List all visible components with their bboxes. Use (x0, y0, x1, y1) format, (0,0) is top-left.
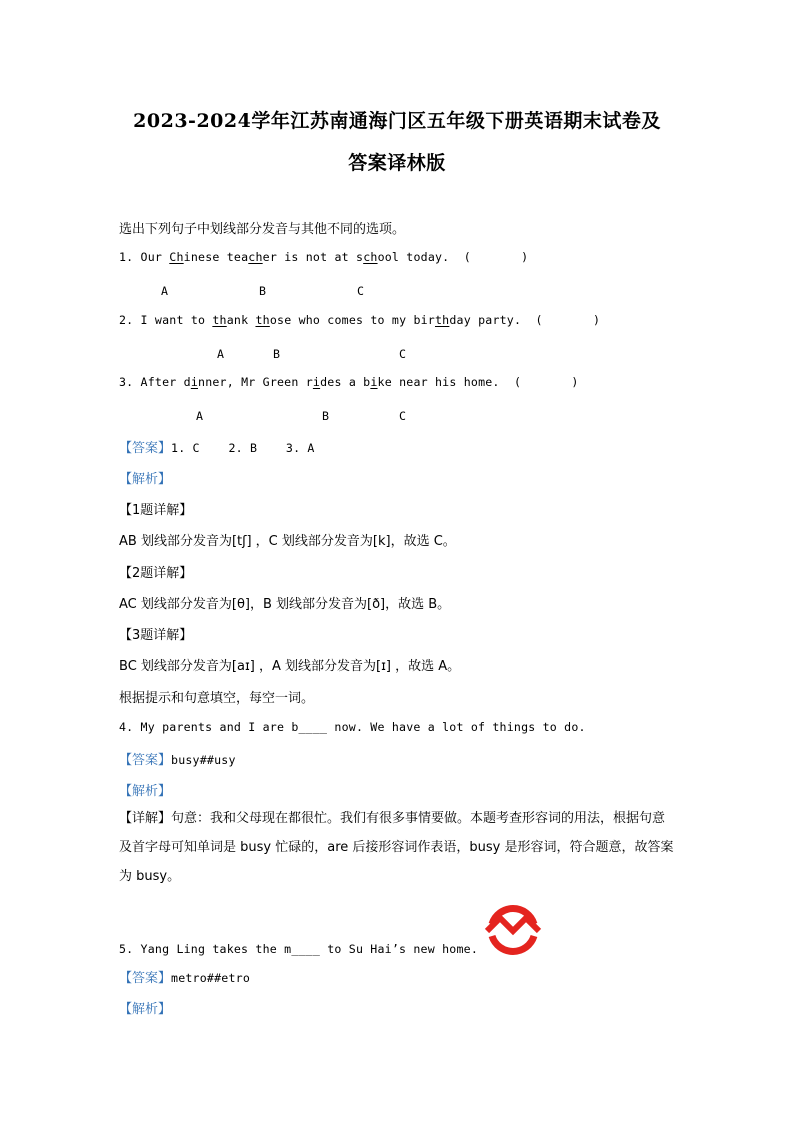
q2-underline-c: th (434, 313, 450, 327)
q2-text: day party. ( ) (449, 313, 601, 327)
detail-3-tag: 【3题详解】 (119, 628, 193, 643)
page-title-line2: 答案译林版 (348, 152, 446, 174)
q2-text: I want to (133, 313, 213, 327)
question-3 (119, 375, 579, 389)
q3-underline-c: i (370, 375, 378, 389)
answer-tag: 【答案】 (119, 753, 172, 768)
q3-underline-a: i (190, 375, 199, 389)
q3-text: After d (133, 375, 191, 389)
q1-text: ool today. ( ) (377, 250, 529, 264)
q1-underline-a: Ch (169, 250, 184, 264)
q1-text: er is not at s (262, 250, 364, 264)
detail-tag: 【详解】 (119, 811, 172, 826)
answer-4 (119, 749, 236, 768)
detail-text: 句意：我和父母现在都很忙。我们有很多事情要做。本题考查形容词的用法，根据句意及首字母可知单词是 busy 忙碌的，are 后接形容词作表语，busy 是形容词，符合题意，故答案为 busy。 (119, 811, 674, 884)
q2-underline-a: th (212, 313, 227, 327)
q3-text: nner, Mr Green r (198, 375, 313, 389)
detail-1-tag: 【1题详解】 (119, 503, 193, 518)
q3-option-a: A (196, 409, 203, 423)
q3-option-b: B (322, 409, 329, 423)
answer-1-3 (119, 437, 315, 456)
detail-4 (119, 804, 675, 891)
q1-option-a: A (161, 284, 168, 298)
answer-text: metro##etro (171, 971, 250, 985)
answer-text: busy##usy (171, 753, 236, 767)
q2-option-b: B (273, 347, 280, 361)
q3-underline-b: i (312, 375, 321, 389)
metro-logo-icon (484, 904, 542, 956)
page-title: 2023-2024学年江苏南通海门区五年级下册英语期末试卷及 (133, 110, 661, 132)
detail-3-text: BC 划线部分发音为[aɪ] ，A 划线部分发音为[ɪ] ，故选 A。 (119, 659, 461, 674)
question-2 (119, 313, 600, 327)
q1-number: 1. (119, 250, 134, 264)
q2-underline-b: th (255, 313, 270, 327)
q3-number: 3. (119, 375, 134, 389)
section2-instruction: 根据提示和句意填空，每空一词。 (119, 691, 315, 706)
q1-underline-b: ch (248, 250, 263, 264)
q2-number: 2. (119, 313, 134, 327)
q2-option-c: C (399, 347, 406, 361)
q1-underline-c: ch (363, 250, 378, 264)
analysis-tag: 【解析】 (119, 1002, 172, 1017)
analysis-tag: 【解析】 (119, 472, 172, 487)
analysis-tag: 【解析】 (119, 784, 172, 799)
q3-text: ke near his home. ( ) (377, 375, 579, 389)
question-4: 4. My parents and I are b____ now. We have a lot of things to do. (119, 720, 586, 734)
q2-text: ose who comes to my bir (269, 313, 435, 327)
q1-option-c: C (357, 284, 364, 298)
q1-text: Our (133, 250, 170, 264)
answer-text: 1. C 2. B 3. A (171, 441, 315, 455)
answer-tag: 【答案】 (119, 441, 172, 456)
detail-2-tag: 【2题详解】 (119, 566, 193, 581)
q2-option-a: A (217, 347, 224, 361)
question-5: 5. Yang Ling takes the m____ to Su Hai’s new home. (119, 942, 479, 956)
section1-instruction: 选出下列句子中划线部分发音与其他不同的选项。 (119, 222, 406, 237)
detail-1-text: AB 划线部分发音为[tʃ] ，C 划线部分发音为[k]，故选 C。 (119, 534, 456, 549)
q3-option-c: C (399, 409, 406, 423)
detail-2-text: AC 划线部分发音为[θ]，B 划线部分发音为[ð]，故选 B。 (119, 597, 451, 612)
q2-text: ank (226, 313, 256, 327)
q3-text: des a b (320, 375, 371, 389)
answer-tag: 【答案】 (119, 971, 172, 986)
question-1 (119, 250, 528, 264)
q1-option-b: B (259, 284, 266, 298)
answer-5 (119, 967, 250, 986)
q1-text: inese tea (183, 250, 249, 264)
